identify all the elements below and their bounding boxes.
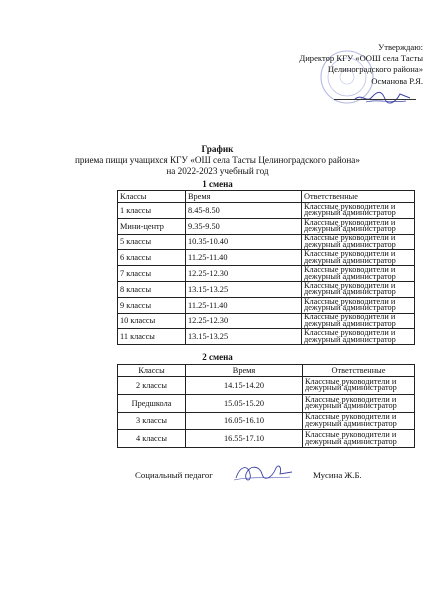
signature-line	[334, 99, 416, 100]
time-cell: 13.15-13.25	[186, 281, 302, 297]
school-year: на 2022-2023 учебный год	[166, 166, 269, 176]
time-cell: 14.15-14.20	[186, 377, 303, 395]
class-cell: 4 классы	[118, 430, 186, 448]
table-header-row	[118, 365, 415, 377]
responsible-cell: Классные руководители и дежурный администратор	[302, 250, 415, 266]
time-cell: 12.25-12.30	[186, 266, 302, 282]
table-row	[118, 313, 415, 329]
social-teacher-signature	[232, 460, 294, 486]
column-header-classes: Классы	[118, 365, 186, 377]
time-cell: 8.45-8.50	[186, 203, 302, 219]
footer	[135, 470, 362, 480]
responsible-cell: Классные руководители и дежурный администратор	[303, 430, 415, 448]
time-cell: 15.05-15.20	[186, 394, 303, 412]
class-cell: 3 классы	[118, 412, 186, 430]
time-cell: 11.25-11.40	[186, 297, 302, 313]
table-row	[118, 329, 415, 345]
time-cell: 12.25-12.30	[186, 313, 302, 329]
table-row	[118, 377, 415, 395]
column-header-time: Время	[186, 191, 302, 203]
time-cell: 13.15-13.25	[186, 329, 302, 345]
time-cell: 10.35-10.40	[186, 234, 302, 250]
class-cell: Мини-центр	[118, 218, 186, 234]
responsible-cell: Классные руководители и дежурный администратор	[303, 394, 415, 412]
director-signature	[352, 88, 412, 106]
table-row	[118, 250, 415, 266]
class-cell: 10 классы	[118, 313, 186, 329]
column-header-time: Время	[186, 365, 303, 377]
responsible-cell: Классные руководители и дежурный администратор	[302, 329, 415, 345]
class-cell: Предшкола	[118, 394, 186, 412]
time-cell: 16.05-16.10	[186, 412, 303, 430]
column-header-responsible: Ответственные	[302, 191, 415, 203]
class-cell: 8 классы	[118, 281, 186, 297]
document-subtitle: приема пищи учащихся КГУ «ОШ села Тасты Целиноградского района»	[75, 155, 360, 165]
time-cell: 16.55-17.10	[186, 430, 303, 448]
footer-role: Социальный педагог	[135, 470, 213, 480]
responsible-cell: Классные руководители и дежурный администратор	[302, 281, 415, 297]
responsible-cell: Классные руководители и дежурный администратор	[302, 234, 415, 250]
shift2-heading: 2 смена	[202, 352, 233, 362]
time-cell: 11.25-11.40	[186, 250, 302, 266]
responsible-cell: Классные руководители и дежурный администратор	[302, 218, 415, 234]
class-cell: 1 классы	[118, 203, 186, 219]
responsible-cell: Классные руководители и дежурный администратор	[303, 377, 415, 395]
table-row	[118, 266, 415, 282]
class-cell: 5 классы	[118, 234, 186, 250]
shift1-heading: 1 смена	[202, 179, 233, 189]
time-cell: 9.35-9.50	[186, 218, 302, 234]
class-cell: 11 классы	[118, 329, 186, 345]
table-row	[118, 234, 415, 250]
approval-position: Директор КГУ «ООШ села Тасты	[299, 53, 423, 64]
shift2-table	[117, 364, 415, 448]
document-title: График	[201, 144, 234, 154]
class-cell: 6 классы	[118, 250, 186, 266]
table-row	[118, 281, 415, 297]
approval-block	[299, 42, 423, 87]
table-row	[118, 297, 415, 313]
responsible-cell: Классные руководители и дежурный администратор	[302, 266, 415, 282]
class-cell: 2 классы	[118, 377, 186, 395]
class-cell: 7 классы	[118, 266, 186, 282]
shift1-table	[117, 190, 415, 345]
responsible-cell: Классные руководители и дежурный администратор	[302, 203, 415, 219]
column-header-responsible: Ответственные	[303, 365, 415, 377]
responsible-cell: Классные руководители и дежурный администратор	[303, 412, 415, 430]
approval-district: Целиноградского района»	[327, 64, 423, 75]
responsible-cell: Классные руководители и дежурный администратор	[302, 297, 415, 313]
table-row	[118, 394, 415, 412]
column-header-classes: Классы	[118, 191, 186, 203]
table-row	[118, 203, 415, 219]
table-row	[118, 412, 415, 430]
approval-name: Османова Р.Я.	[371, 75, 423, 86]
footer-name: Мусина Ж.Б.	[313, 470, 362, 480]
class-cell: 9 классы	[118, 297, 186, 313]
responsible-cell: Классные руководители и дежурный администратор	[302, 313, 415, 329]
approval-label: Утверждаю:	[378, 42, 423, 52]
table-row	[118, 218, 415, 234]
table-header-row	[118, 191, 415, 203]
table-row	[118, 430, 415, 448]
